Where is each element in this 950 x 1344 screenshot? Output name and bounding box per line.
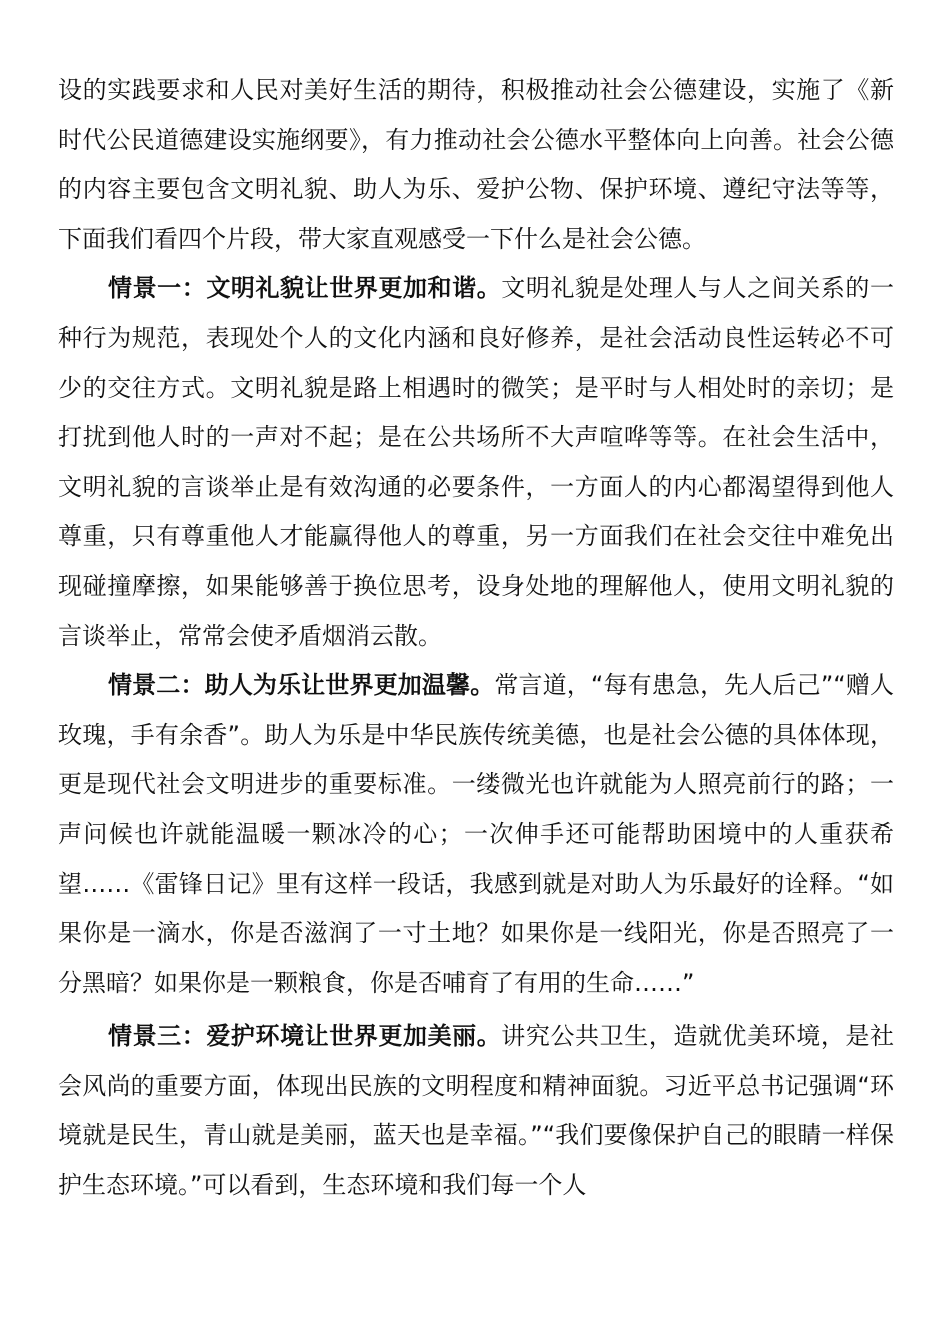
paragraph-scene-two	[58, 661, 894, 1008]
paragraph-body: 文明礼貌是处理人与人之间关系的一种行为规范，表现处个人的文化内涵和良好修养，是社会活动良性运转必不可少的交往方式。文明礼貌是路上相遇时的微笑；是平时与人相处时的亲切；是打扰到他人时的一声对不起；是在公共场所不大声喧哗等等。在社会生活中，文明礼貌的言谈举止是有效沟通的必要条件，一方面人的内心都渴望得到他人尊重，只有尊重他人才能赢得他人的尊重，另一方面我们在社会交往中难免出现碰撞摩擦，如果能够善于换位思考，设身处地的理解他人，使用文明礼貌的言谈举止，常常会使矛盾烟消云散。	[58, 274, 895, 650]
paragraph-scene-one	[58, 264, 894, 661]
paragraph-body: 常言道，“每有患急，先人后己”“赠人玫瑰，手有余香”。助人为乐是中华民族传统美德，也是社会公德的具体体现，更是现代社会文明进步的重要标准。一缕微光也许就能为人照亮前行的路；一声问候也许就能温暖一颗冰冷的心；一次伸手还可能帮助困境中的人重获希望……《雷锋日记》里有这样一段话，我感到就是对助人为乐最好的诠释。“如果你是一滴水，你是否滋润了一寸土地？如果你是一线阳光，你是否照亮了一分黑暗？如果你是一颗粮食，你是否哺育了有用的生命……”	[58, 671, 894, 997]
paragraph-lead: 情景三：爱护环境让世界更加美丽。	[108, 1022, 502, 1051]
paragraph-body: 设的实践要求和人民对美好生活的期待，积极推动社会公德建设，实施了《新时代公民道德建设实施纲要》，有力推动社会公德水平整体向上向善。社会公德的内容主要包含文明礼貌、助人为乐、爱护公物、保护环境、遵纪守法等等，下面我们看四个片段，带大家直观感受一下什么是社会公德。	[58, 76, 894, 253]
paragraph-scene-three	[58, 1012, 894, 1210]
paragraph-lead: 情景一：文明礼貌让世界更加和谐。	[108, 274, 502, 303]
paragraph-body: 讲究公共卫生，造就优美环境，是社会风尚的重要方面，体现出民族的文明程度和精神面貌。习近平总书记强调“环境就是民生，青山就是美丽，蓝天也是幸福。”“我们要像保护自己的眼睛一样保护生态环境。”可以看到，生态环境和我们每一个人	[58, 1022, 895, 1200]
paragraph-intro	[58, 66, 894, 264]
document-page	[58, 66, 894, 1211]
paragraph-lead: 情景二：助人为乐让世界更加温馨。	[108, 671, 495, 700]
